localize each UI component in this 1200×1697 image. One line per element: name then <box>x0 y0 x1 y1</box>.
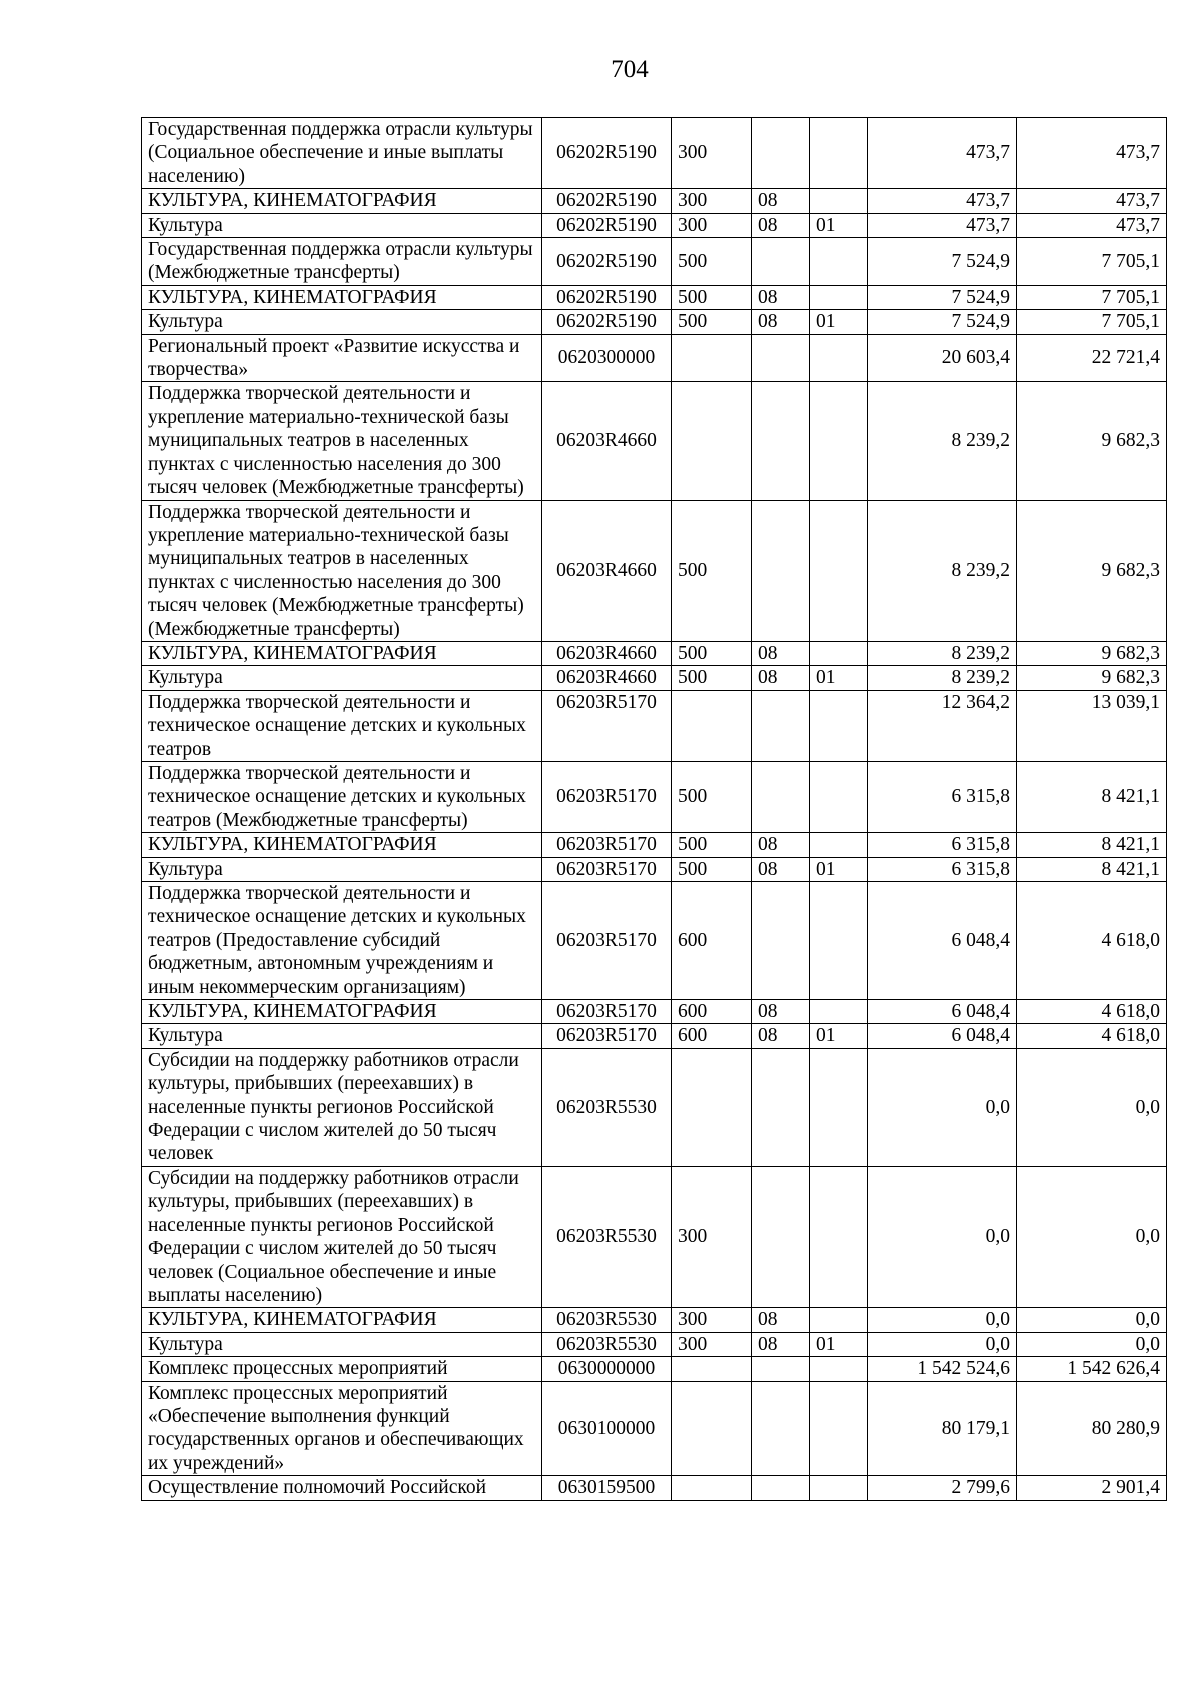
row-code-cell: 06202R5190 <box>542 238 672 286</box>
row-amount-year1-cell: 6 315,8 <box>868 833 1017 857</box>
row-subsection-cell: 01 <box>810 1024 868 1048</box>
row-name-cell: КУЛЬТУРА, КИНЕМАТОГРАФИЯ <box>142 189 542 213</box>
row-code-cell: 06203R5170 <box>542 761 672 832</box>
row-amount-year2-cell: 4 618,0 <box>1017 882 1167 1000</box>
row-amount-year1-cell: 2 799,6 <box>868 1476 1017 1500</box>
row-section-cell <box>752 1166 810 1307</box>
row-subsection-cell <box>810 189 868 213</box>
row-subsection-cell <box>810 1000 868 1024</box>
row-amount-year2-cell: 7 705,1 <box>1017 238 1167 286</box>
row-amount-year1-cell: 473,7 <box>868 213 1017 237</box>
row-subsection-cell: 01 <box>810 213 868 237</box>
row-amount-year2-cell: 7 705,1 <box>1017 310 1167 334</box>
row-amount-year1-cell: 7 524,9 <box>868 310 1017 334</box>
row-code-cell: 06202R5190 <box>542 189 672 213</box>
row-amount-year1-cell: 473,7 <box>868 189 1017 213</box>
row-amount-year2-cell: 0,0 <box>1017 1332 1167 1356</box>
row-expense-type-cell: 500 <box>672 833 752 857</box>
row-amount-year1-cell: 12 364,2 <box>868 690 1017 761</box>
row-expense-type-cell: 600 <box>672 1024 752 1048</box>
row-expense-type-cell: 300 <box>672 213 752 237</box>
table-body <box>142 118 1167 1501</box>
row-section-cell: 08 <box>752 189 810 213</box>
row-subsection-cell <box>810 1381 868 1476</box>
table-row <box>142 666 1167 690</box>
row-section-cell <box>752 1357 810 1381</box>
row-name-cell: Государственная поддержка отрасли культуры (Межбюджетные трансферты) <box>142 238 542 286</box>
row-amount-year1-cell: 0,0 <box>868 1166 1017 1307</box>
row-subsection-cell <box>810 641 868 665</box>
row-code-cell: 06203R5170 <box>542 833 672 857</box>
row-expense-type-cell: 300 <box>672 1332 752 1356</box>
row-expense-type-cell: 500 <box>672 285 752 309</box>
row-subsection-cell <box>810 118 868 189</box>
table-row <box>142 238 1167 286</box>
row-section-cell: 08 <box>752 213 810 237</box>
table-row <box>142 857 1167 881</box>
row-name-cell: Субсидии на поддержку работников отрасли культуры, прибывших (переехавших) в населенные пункты регионов Российской Федерации с числом жителей до 50 тысяч человек (Социальное обеспечение и иные выплаты населению) <box>142 1166 542 1307</box>
row-subsection-cell <box>810 1308 868 1332</box>
row-name-cell: Культура <box>142 666 542 690</box>
row-code-cell: 06203R4660 <box>542 641 672 665</box>
row-subsection-cell <box>810 1357 868 1381</box>
row-amount-year1-cell: 6 048,4 <box>868 882 1017 1000</box>
table-row <box>142 1476 1167 1500</box>
row-subsection-cell <box>810 761 868 832</box>
row-section-cell <box>752 382 810 500</box>
table-row <box>142 1308 1167 1332</box>
page-number: 704 <box>611 56 649 83</box>
row-code-cell: 06203R5530 <box>542 1308 672 1332</box>
row-name-cell: Культура <box>142 1024 542 1048</box>
row-name-cell: Региональный проект «Развитие искусства и творчества» <box>142 334 542 382</box>
row-amount-year2-cell: 0,0 <box>1017 1308 1167 1332</box>
row-amount-year2-cell: 1 542 626,4 <box>1017 1357 1167 1381</box>
row-code-cell: 06203R4660 <box>542 500 672 641</box>
row-expense-type-cell <box>672 1381 752 1476</box>
row-section-cell <box>752 238 810 286</box>
row-section-cell: 08 <box>752 833 810 857</box>
row-expense-type-cell: 300 <box>672 118 752 189</box>
table-row <box>142 189 1167 213</box>
row-amount-year2-cell: 473,7 <box>1017 189 1167 213</box>
row-section-cell: 08 <box>752 1332 810 1356</box>
table-row <box>142 882 1167 1000</box>
row-subsection-cell <box>810 882 868 1000</box>
row-amount-year2-cell: 8 421,1 <box>1017 857 1167 881</box>
row-amount-year2-cell: 9 682,3 <box>1017 500 1167 641</box>
row-subsection-cell <box>810 382 868 500</box>
row-subsection-cell: 01 <box>810 310 868 334</box>
row-section-cell <box>752 1381 810 1476</box>
row-name-cell: Культура <box>142 1332 542 1356</box>
row-section-cell: 08 <box>752 857 810 881</box>
row-amount-year1-cell: 0,0 <box>868 1332 1017 1356</box>
row-amount-year2-cell: 7 705,1 <box>1017 285 1167 309</box>
row-code-cell: 0620300000 <box>542 334 672 382</box>
row-subsection-cell: 01 <box>810 1332 868 1356</box>
row-section-cell: 08 <box>752 310 810 334</box>
row-subsection-cell <box>810 690 868 761</box>
table-row <box>142 690 1167 761</box>
row-expense-type-cell: 300 <box>672 1166 752 1307</box>
table-row <box>142 213 1167 237</box>
table-row <box>142 1381 1167 1476</box>
row-code-cell: 06203R5170 <box>542 857 672 881</box>
row-amount-year1-cell: 6 315,8 <box>868 857 1017 881</box>
row-expense-type-cell <box>672 382 752 500</box>
row-amount-year1-cell: 0,0 <box>868 1308 1017 1332</box>
row-section-cell <box>752 334 810 382</box>
table-row <box>142 334 1167 382</box>
row-expense-type-cell: 600 <box>672 1000 752 1024</box>
table-row <box>142 382 1167 500</box>
row-subsection-cell <box>810 833 868 857</box>
table-row <box>142 500 1167 641</box>
row-code-cell: 06202R5190 <box>542 118 672 189</box>
table-row <box>142 310 1167 334</box>
row-name-cell: КУЛЬТУРА, КИНЕМАТОГРАФИЯ <box>142 285 542 309</box>
row-name-cell: Комплекс процессных мероприятий «Обеспечение выполнения функций государственных органов и обеспечивающих их учреждений» <box>142 1381 542 1476</box>
row-name-cell: КУЛЬТУРА, КИНЕМАТОГРАФИЯ <box>142 1308 542 1332</box>
row-amount-year2-cell: 8 421,1 <box>1017 761 1167 832</box>
row-code-cell: 06202R5190 <box>542 310 672 334</box>
row-code-cell: 06202R5190 <box>542 213 672 237</box>
row-expense-type-cell: 500 <box>672 500 752 641</box>
row-code-cell: 06203R5530 <box>542 1166 672 1307</box>
row-amount-year2-cell: 0,0 <box>1017 1048 1167 1166</box>
row-expense-type-cell <box>672 1476 752 1500</box>
row-subsection-cell: 01 <box>810 666 868 690</box>
row-subsection-cell <box>810 1166 868 1307</box>
row-name-cell: Культура <box>142 857 542 881</box>
row-amount-year1-cell: 20 603,4 <box>868 334 1017 382</box>
row-amount-year2-cell: 4 618,0 <box>1017 1024 1167 1048</box>
row-expense-type-cell: 600 <box>672 882 752 1000</box>
row-code-cell: 06203R4660 <box>542 382 672 500</box>
row-expense-type-cell <box>672 334 752 382</box>
row-code-cell: 06202R5190 <box>542 285 672 309</box>
row-subsection-cell <box>810 1476 868 1500</box>
row-name-cell: КУЛЬТУРА, КИНЕМАТОГРАФИЯ <box>142 1000 542 1024</box>
row-section-cell <box>752 1476 810 1500</box>
row-section-cell: 08 <box>752 1024 810 1048</box>
row-amount-year2-cell: 80 280,9 <box>1017 1381 1167 1476</box>
table-row <box>142 1024 1167 1048</box>
row-expense-type-cell: 500 <box>672 310 752 334</box>
row-amount-year1-cell: 8 239,2 <box>868 641 1017 665</box>
row-amount-year2-cell: 2 901,4 <box>1017 1476 1167 1500</box>
row-name-cell: Поддержка творческой деятельности и техническое оснащение детских и кукольных театров <box>142 690 542 761</box>
table-row <box>142 1357 1167 1381</box>
row-subsection-cell <box>810 500 868 641</box>
row-name-cell: Культура <box>142 213 542 237</box>
row-code-cell: 0630000000 <box>542 1357 672 1381</box>
row-name-cell: Поддержка творческой деятельности и техническое оснащение детских и кукольных театров (Предоставление субсидий бюджетным, автономным учреждениям и иным некоммерческим организациям) <box>142 882 542 1000</box>
row-code-cell: 06203R5170 <box>542 1024 672 1048</box>
table-row <box>142 118 1167 189</box>
row-name-cell: КУЛЬТУРА, КИНЕМАТОГРАФИЯ <box>142 833 542 857</box>
row-amount-year1-cell: 6 048,4 <box>868 1000 1017 1024</box>
row-section-cell <box>752 1048 810 1166</box>
row-name-cell: КУЛЬТУРА, КИНЕМАТОГРАФИЯ <box>142 641 542 665</box>
row-amount-year2-cell: 9 682,3 <box>1017 382 1167 500</box>
row-amount-year1-cell: 7 524,9 <box>868 238 1017 286</box>
table-row <box>142 833 1167 857</box>
row-code-cell: 06203R5170 <box>542 690 672 761</box>
table-row <box>142 1000 1167 1024</box>
row-expense-type-cell <box>672 690 752 761</box>
row-section-cell <box>752 118 810 189</box>
row-subsection-cell <box>810 334 868 382</box>
row-expense-type-cell: 500 <box>672 857 752 881</box>
row-section-cell <box>752 690 810 761</box>
row-amount-year2-cell: 4 618,0 <box>1017 1000 1167 1024</box>
table-row <box>142 1166 1167 1307</box>
row-section-cell <box>752 500 810 641</box>
row-amount-year1-cell: 473,7 <box>868 118 1017 189</box>
row-amount-year1-cell: 6 048,4 <box>868 1024 1017 1048</box>
row-amount-year1-cell: 0,0 <box>868 1048 1017 1166</box>
row-expense-type-cell <box>672 1357 752 1381</box>
table-row <box>142 285 1167 309</box>
row-name-cell: Государственная поддержка отрасли культуры (Социальное обеспечение и иные выплаты населению) <box>142 118 542 189</box>
row-name-cell: Осуществление полномочий Российской <box>142 1476 542 1500</box>
row-amount-year1-cell: 7 524,9 <box>868 285 1017 309</box>
row-amount-year1-cell: 8 239,2 <box>868 382 1017 500</box>
row-subsection-cell: 01 <box>810 857 868 881</box>
row-section-cell <box>752 882 810 1000</box>
row-section-cell <box>752 761 810 832</box>
row-expense-type-cell: 500 <box>672 641 752 665</box>
row-amount-year2-cell: 9 682,3 <box>1017 666 1167 690</box>
budget-table <box>141 117 1167 1501</box>
row-amount-year1-cell: 8 239,2 <box>868 500 1017 641</box>
row-code-cell: 06203R5530 <box>542 1048 672 1166</box>
row-code-cell: 06203R5530 <box>542 1332 672 1356</box>
row-name-cell: Поддержка творческой деятельности и укрепление материально-технической базы муниципальных театров в населенных пунктах с численностью населения до 300 тысяч человек (Межбюджетные трансферты) (Межбюджетные трансферты) <box>142 500 542 641</box>
row-section-cell: 08 <box>752 285 810 309</box>
row-section-cell: 08 <box>752 1000 810 1024</box>
row-amount-year2-cell: 473,7 <box>1017 213 1167 237</box>
row-expense-type-cell: 300 <box>672 1308 752 1332</box>
row-code-cell: 06203R5170 <box>542 1000 672 1024</box>
row-amount-year2-cell: 8 421,1 <box>1017 833 1167 857</box>
row-name-cell: Комплекс процессных мероприятий <box>142 1357 542 1381</box>
row-amount-year2-cell: 0,0 <box>1017 1166 1167 1307</box>
row-expense-type-cell: 300 <box>672 189 752 213</box>
table-row <box>142 1048 1167 1166</box>
row-amount-year1-cell: 6 315,8 <box>868 761 1017 832</box>
row-expense-type-cell: 500 <box>672 238 752 286</box>
row-expense-type-cell: 500 <box>672 666 752 690</box>
row-amount-year2-cell: 473,7 <box>1017 118 1167 189</box>
row-name-cell: Субсидии на поддержку работников отрасли культуры, прибывших (переехавших) в населенные пункты регионов Российской Федерации с числом жителей до 50 тысяч человек <box>142 1048 542 1166</box>
row-section-cell: 08 <box>752 641 810 665</box>
row-section-cell: 08 <box>752 666 810 690</box>
row-amount-year1-cell: 1 542 524,6 <box>868 1357 1017 1381</box>
row-expense-type-cell: 500 <box>672 761 752 832</box>
table-row <box>142 761 1167 832</box>
row-name-cell: Поддержка творческой деятельности и техническое оснащение детских и кукольных театров (Межбюджетные трансферты) <box>142 761 542 832</box>
row-subsection-cell <box>810 238 868 286</box>
row-subsection-cell <box>810 1048 868 1166</box>
row-code-cell: 0630159500 <box>542 1476 672 1500</box>
row-expense-type-cell <box>672 1048 752 1166</box>
row-code-cell: 06203R5170 <box>542 882 672 1000</box>
row-name-cell: Культура <box>142 310 542 334</box>
table-row <box>142 1332 1167 1356</box>
row-amount-year2-cell: 13 039,1 <box>1017 690 1167 761</box>
row-amount-year2-cell: 22 721,4 <box>1017 334 1167 382</box>
row-amount-year1-cell: 80 179,1 <box>868 1381 1017 1476</box>
row-subsection-cell <box>810 285 868 309</box>
row-section-cell: 08 <box>752 1308 810 1332</box>
row-name-cell: Поддержка творческой деятельности и укрепление материально-технической базы муниципальных театров в населенных пунктах с численностью населения до 300 тысяч человек (Межбюджетные трансферты) <box>142 382 542 500</box>
row-amount-year1-cell: 8 239,2 <box>868 666 1017 690</box>
row-amount-year2-cell: 9 682,3 <box>1017 641 1167 665</box>
row-code-cell: 06203R4660 <box>542 666 672 690</box>
row-code-cell: 0630100000 <box>542 1381 672 1476</box>
table-row <box>142 641 1167 665</box>
